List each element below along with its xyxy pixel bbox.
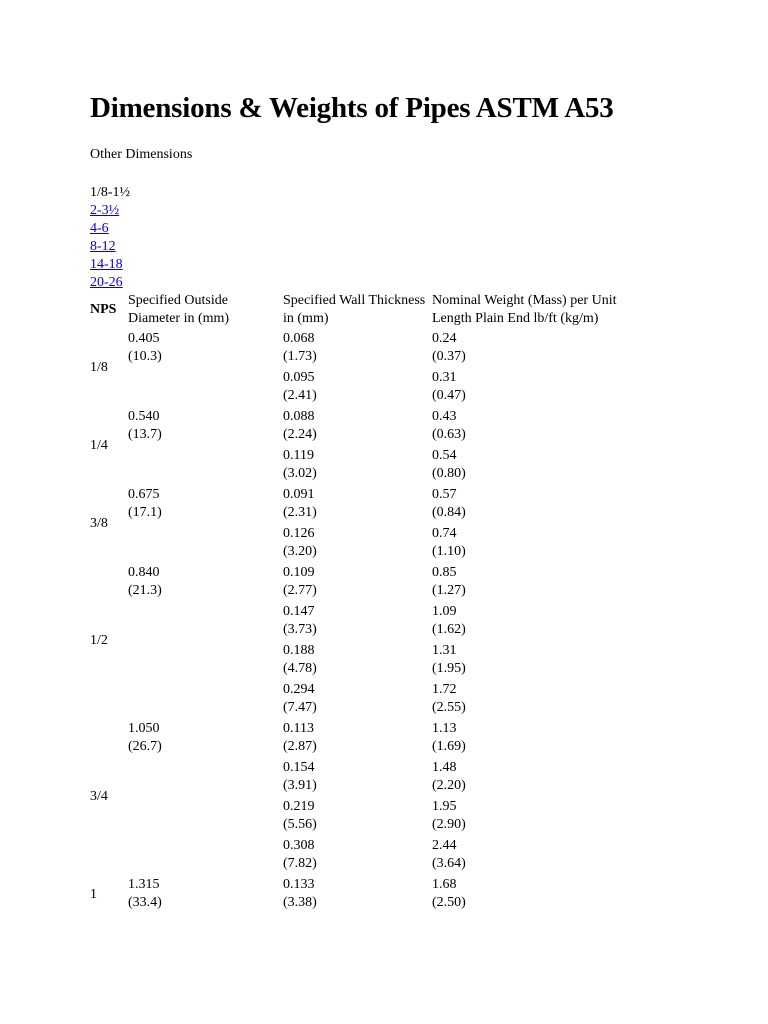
wall-thickness-mm: (2.31) (283, 505, 317, 520)
size-range-item (90, 256, 130, 274)
wall-thickness-mm: (3.73) (283, 622, 317, 637)
header-nominal-weight: Nominal Weight (Mass) per Unit Length Plain End lb/ft (kg/m) (432, 293, 617, 326)
size-range-item (90, 202, 130, 220)
wall-thickness-mm: (2.24) (283, 427, 317, 442)
nps-cell: 3/8 (90, 516, 108, 531)
outside-diameter-cell (128, 408, 281, 484)
nominal-weight-cell (432, 447, 652, 484)
nominal-weight-kg: (0.80) (432, 466, 466, 481)
wall-thickness-mm: (3.02) (283, 466, 317, 481)
outside-diameter-mm: (33.4) (128, 895, 162, 910)
wall-thickness-mm: (7.47) (283, 700, 317, 715)
nominal-weight-cell (432, 603, 652, 640)
wall-thickness-cell (283, 447, 430, 484)
header-wall-thickness: Specified Wall Thickness in (mm) (283, 293, 426, 326)
nominal-weight-lb: 1.31 (432, 643, 457, 658)
nominal-weight-lb: 1.72 (432, 682, 457, 697)
nominal-weight-lb: 2.44 (432, 838, 457, 853)
wall-thickness-cell (283, 603, 430, 640)
wall-thickness-in: 0.133 (283, 877, 315, 892)
wall-thickness-mm: (3.20) (283, 544, 317, 559)
outside-diameter-mm: (13.7) (128, 427, 162, 442)
size-range-link[interactable]: 8-12 (90, 239, 116, 254)
table-row (90, 408, 652, 445)
nominal-weight-cell (432, 408, 652, 445)
wall-thickness-mm: (1.73) (283, 349, 317, 364)
outside-diameter-mm: (21.3) (128, 583, 162, 598)
outside-diameter-in: 0.675 (128, 487, 160, 502)
nominal-weight-lb: 1.48 (432, 760, 457, 775)
nominal-weight-lb: 0.54 (432, 448, 457, 463)
wall-thickness-in: 0.188 (283, 643, 315, 658)
nominal-weight-cell (432, 525, 652, 562)
wall-thickness-in: 0.095 (283, 370, 315, 385)
wall-thickness-in: 0.119 (283, 448, 314, 463)
wall-thickness-cell (283, 486, 430, 523)
outside-diameter-in: 1.315 (128, 877, 160, 892)
wall-thickness-cell (283, 837, 430, 874)
nominal-weight-cell (432, 837, 652, 874)
size-range-link[interactable]: 2-3½ (90, 203, 120, 218)
nominal-weight-cell (432, 798, 652, 835)
outside-diameter-cell (128, 720, 281, 874)
wall-thickness-cell (283, 720, 430, 757)
wall-thickness-cell (283, 876, 430, 913)
size-range-item (90, 220, 130, 238)
nominal-weight-lb: 1.68 (432, 877, 457, 892)
outside-diameter-in: 1.050 (128, 721, 160, 736)
size-range-current: 1/8-1½ (90, 185, 131, 200)
wall-thickness-in: 0.109 (283, 565, 315, 580)
wall-thickness-mm: (7.82) (283, 856, 317, 871)
nominal-weight-cell (432, 486, 652, 523)
table-row (90, 486, 652, 523)
nominal-weight-cell (432, 876, 652, 913)
table-body (90, 330, 652, 913)
wall-thickness-cell (283, 798, 430, 835)
nominal-weight-cell (432, 330, 652, 367)
outside-diameter-in: 0.405 (128, 331, 160, 346)
wall-thickness-cell (283, 525, 430, 562)
nominal-weight-cell (432, 642, 652, 679)
outside-diameter-mm: (17.1) (128, 505, 162, 520)
nominal-weight-lb: 0.74 (432, 526, 457, 541)
wall-thickness-mm: (2.41) (283, 388, 317, 403)
page-title: Dimensions & Weights of Pipes ASTM A53 (90, 92, 614, 124)
nominal-weight-lb: 0.31 (432, 370, 457, 385)
other-dimensions-heading: Other Dimensions (90, 147, 193, 162)
wall-thickness-cell (283, 681, 430, 718)
table-row (90, 720, 652, 757)
wall-thickness-cell (283, 330, 430, 367)
wall-thickness-in: 0.113 (283, 721, 314, 736)
wall-thickness-in: 0.154 (283, 760, 315, 775)
nominal-weight-kg: (2.20) (432, 778, 466, 793)
outside-diameter-cell (128, 876, 281, 913)
nominal-weight-lb: 0.57 (432, 487, 457, 502)
nominal-weight-kg: (0.37) (432, 349, 466, 364)
wall-thickness-mm: (3.91) (283, 778, 317, 793)
wall-thickness-cell (283, 369, 430, 406)
nps-cell: 1/8 (90, 360, 108, 375)
outside-diameter-cell (128, 486, 281, 562)
wall-thickness-in: 0.294 (283, 682, 315, 697)
wall-thickness-in: 0.308 (283, 838, 315, 853)
header-outside-diameter: Specified Outside Diameter in (mm) (128, 293, 230, 326)
size-range-link[interactable]: 20-26 (90, 275, 123, 290)
nps-cell: 1/2 (90, 633, 108, 648)
nominal-weight-cell (432, 681, 652, 718)
nominal-weight-kg: (1.69) (432, 739, 466, 754)
header-nps: NPS (90, 302, 117, 317)
nominal-weight-kg: (3.64) (432, 856, 466, 871)
nominal-weight-lb: 0.24 (432, 331, 457, 346)
nps-cell: 1/4 (90, 438, 108, 453)
nominal-weight-kg: (0.84) (432, 505, 466, 520)
nominal-weight-kg: (0.47) (432, 388, 466, 403)
nominal-weight-kg: (1.62) (432, 622, 466, 637)
wall-thickness-mm: (5.56) (283, 817, 317, 832)
nominal-weight-kg: (1.10) (432, 544, 466, 559)
nominal-weight-cell (432, 564, 652, 601)
nominal-weight-kg: (0.63) (432, 427, 466, 442)
size-range-link[interactable]: 14-18 (90, 257, 123, 272)
nominal-weight-kg: (2.90) (432, 817, 466, 832)
nominal-weight-kg: (2.50) (432, 895, 466, 910)
wall-thickness-cell (283, 759, 430, 796)
outside-diameter-mm: (26.7) (128, 739, 162, 754)
size-range-links (90, 184, 130, 292)
outside-diameter-mm: (10.3) (128, 349, 162, 364)
nominal-weight-lb: 0.43 (432, 409, 457, 424)
nominal-weight-cell (432, 369, 652, 406)
nominal-weight-kg: (1.95) (432, 661, 466, 676)
table-row (90, 564, 652, 601)
outside-diameter-in: 0.540 (128, 409, 160, 424)
size-range-item (90, 238, 130, 256)
wall-thickness-mm: (4.78) (283, 661, 317, 676)
nominal-weight-kg: (2.55) (432, 700, 466, 715)
wall-thickness-cell (283, 408, 430, 445)
nps-cell: 1 (90, 886, 97, 902)
wall-thickness-cell (283, 642, 430, 679)
nps-cell: 3/4 (90, 789, 108, 804)
nominal-weight-cell (432, 759, 652, 796)
nominal-weight-lb: 1.09 (432, 604, 457, 619)
wall-thickness-in: 0.091 (283, 487, 315, 502)
wall-thickness-in: 0.219 (283, 799, 315, 814)
wall-thickness-cell (283, 564, 430, 601)
nominal-weight-lb: 1.95 (432, 799, 457, 814)
wall-thickness-in: 0.147 (283, 604, 315, 619)
outside-diameter-cell (128, 330, 281, 406)
nominal-weight-kg: (1.27) (432, 583, 466, 598)
wall-thickness-mm: (2.77) (283, 583, 317, 598)
outside-diameter-in: 0.840 (128, 565, 160, 580)
nominal-weight-lb: 0.85 (432, 565, 457, 580)
wall-thickness-in: 0.126 (283, 526, 315, 541)
nominal-weight-cell (432, 720, 652, 757)
table-row (90, 330, 652, 367)
wall-thickness-in: 0.088 (283, 409, 315, 424)
pipe-dimensions-table (88, 290, 654, 915)
nominal-weight-lb: 1.13 (432, 721, 457, 736)
outside-diameter-cell (128, 564, 281, 718)
table-header-row (90, 292, 652, 328)
wall-thickness-mm: (2.87) (283, 739, 317, 754)
table-row (90, 876, 652, 913)
wall-thickness-in: 0.068 (283, 331, 315, 346)
wall-thickness-mm: (3.38) (283, 895, 317, 910)
size-range-link[interactable]: 4-6 (90, 221, 109, 236)
